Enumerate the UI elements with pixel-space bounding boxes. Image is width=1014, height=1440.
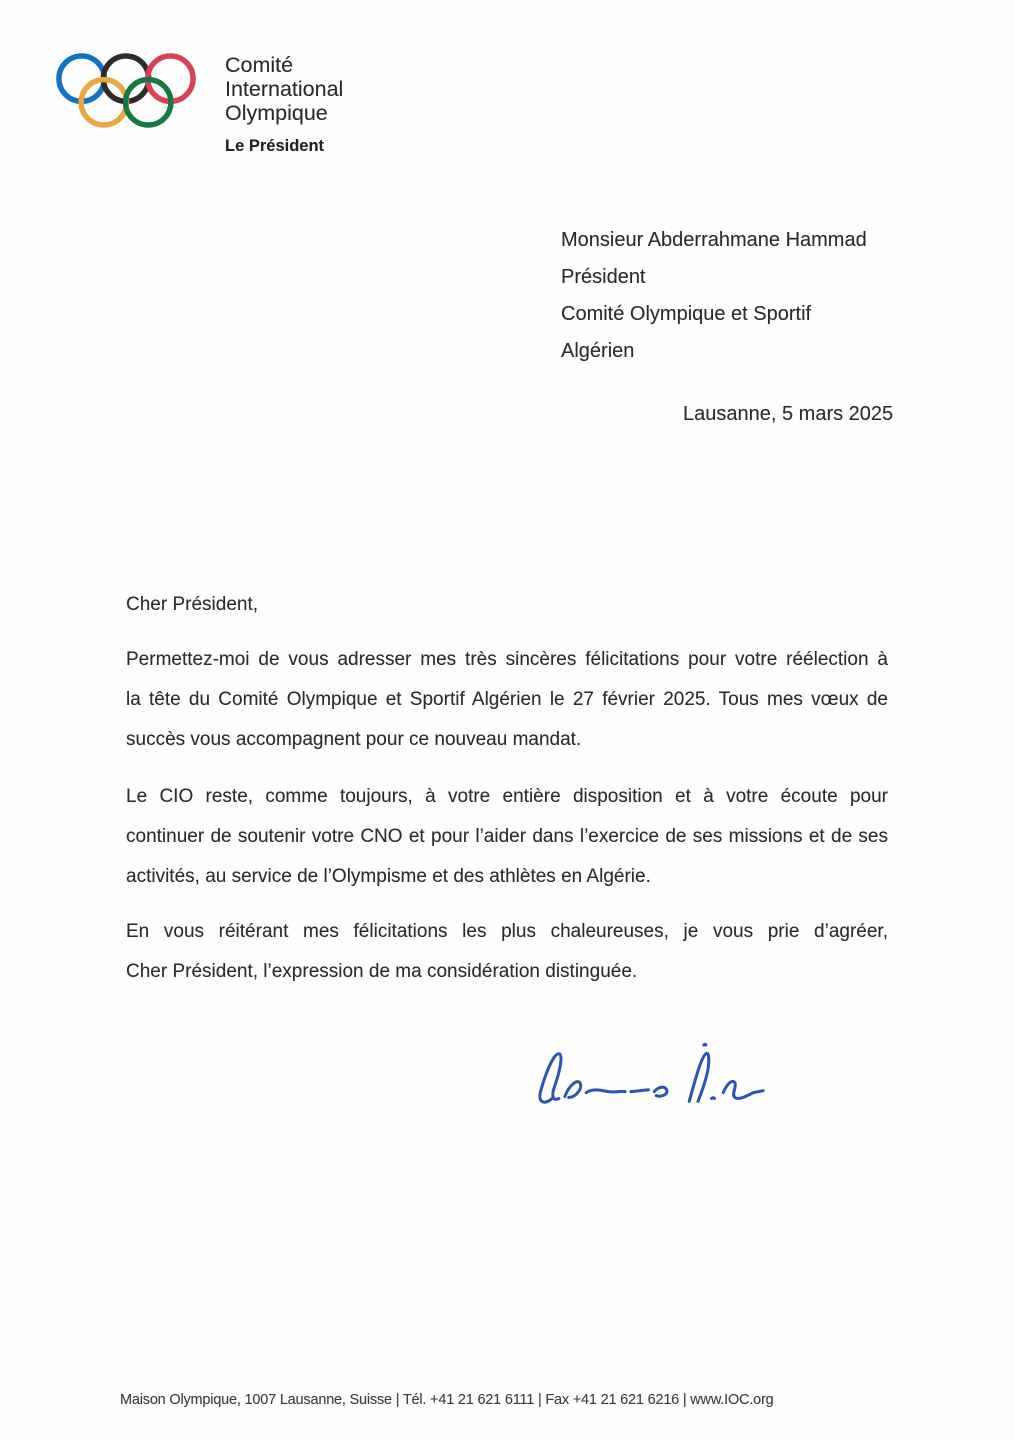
para-line: la tête du Comité Olympique et Sportif Algérien le 27 février 2025. Tous mes vœux de <box>126 689 888 710</box>
org-name-line: Comité <box>225 53 294 77</box>
org-name <box>225 53 343 125</box>
para-line: En vous réitérant mes félicitations les plus chaleureuses, je vous prie d’agréer, <box>126 921 888 942</box>
recipient-line: Algérien <box>561 340 635 362</box>
body-paragraph-3 <box>126 912 888 992</box>
para-line: continuer de soutenir votre CNO et pour l’aider dans l’exercice de ses missions et de ses <box>126 826 888 847</box>
para-line: succès vous accompagnent pour ce nouveau mandat. <box>126 729 582 750</box>
body-paragraph-2 <box>126 777 888 897</box>
para-line: activités, au service de l’Olympisme et des athlètes en Algérie. <box>126 866 651 887</box>
salutation: Cher Président, <box>126 594 259 615</box>
recipient-address <box>561 222 867 370</box>
para-line: Le CIO reste, comme toujours, à votre entière disposition et à votre écoute pour <box>126 786 888 807</box>
president-signature <box>524 1041 767 1119</box>
olympic-rings-icon <box>54 49 200 130</box>
org-name-line: International <box>225 77 344 101</box>
recipient-line: Monsieur Abderrahmane Hammad <box>561 229 867 251</box>
date-line: Lausanne, 5 mars 2025 <box>683 403 894 425</box>
signature-strokes <box>540 1044 763 1102</box>
para-line: Cher Président, l’expression de ma considération distinguée. <box>126 961 638 982</box>
recipient-line: Comité Olympique et Sportif <box>561 303 812 325</box>
para-line: Permettez-moi de vous adresser mes très sincères félicitations pour votre réélection à <box>126 649 888 670</box>
org-name-line: Olympique <box>225 101 328 125</box>
recipient-line: Président <box>561 266 646 288</box>
sender-role-title: Le Président <box>225 137 325 155</box>
footer-contact-line: Maison Olympique, 1007 Lausanne, Suisse | Tél. +41 21 621 6111 | Fax +41 21 621 6216 | www.IOC.org <box>120 1392 774 1408</box>
body-paragraph-1 <box>126 640 888 760</box>
